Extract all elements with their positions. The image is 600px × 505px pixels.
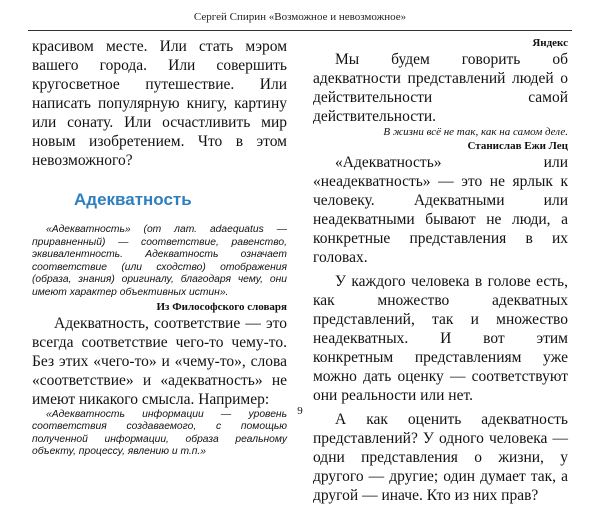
right-paragraph-2: «Адекватность» или «неадекватность» — это не ярлык к человеку. Адекватными или неадекватными бывают не люди, а конкретные представления в их головах. [313, 154, 568, 266]
epigraph-author: Станислав Ежи Лец [467, 140, 568, 152]
source-top: Яндекс [532, 37, 568, 49]
epigraph: В жизни всё не так, как на самом деле. [383, 126, 568, 138]
page-number: 9 [297, 405, 303, 417]
definition-quote: «Адекватность» (от лат. adaequatus — приравненный) — соответствие, равенство, эквивалентность. Адекватность означает соответствие (или сходство) отображения (образа, знания) оригиналу, благодаря чему, они имеют характер объективных истин». [32, 224, 287, 298]
left-paragraph-2: Адекватность, соответствие — это всегда соответствие чего-то чему-то. Без этих «чего-то» и «чему-то», слова «соответствие» и «адекватность» не имеют никакого смысла. Например: [32, 314, 287, 408]
definition-source: Из Философского словаря [156, 300, 287, 313]
right-column [313, 37, 568, 505]
example-quote: «Адекватность информации — уровень соответствия создаваемого, с помощью полученной информации, образа реальному объекту, процессу, явлению и т.п.» [32, 408, 287, 458]
left-column [32, 37, 287, 459]
section-title: Адекватность [74, 190, 192, 209]
left-paragraph-1: красивом месте. Или стать мэром вашего города. Или совершить кругосветное путешествие. Или написать популярную книгу, картину или сонату. Или осчастливить мир новым изобретением. Что в этом невозможного? [32, 38, 287, 169]
right-paragraph-4: А как оценить адекватность представлений? У одного человека — одни представления о жизни, у другого — другие; один думает так, а другой — иначе. Кто из них прав? [313, 411, 568, 504]
running-header: Сергей Спирин «Возможное и невозможное» [193, 11, 407, 23]
right-paragraph-1: Мы будем говорить об адекватности представлений людей о действительности самой действительности. [313, 51, 568, 125]
right-paragraph-3: У каждого человека в голове есть, как множество адекватных представлений, так и множество неадекватных. И вот этим конкретным представлениям уже можно дать оценку — соответствуют они реальности или нет. [313, 273, 568, 404]
header-rule [28, 30, 572, 31]
